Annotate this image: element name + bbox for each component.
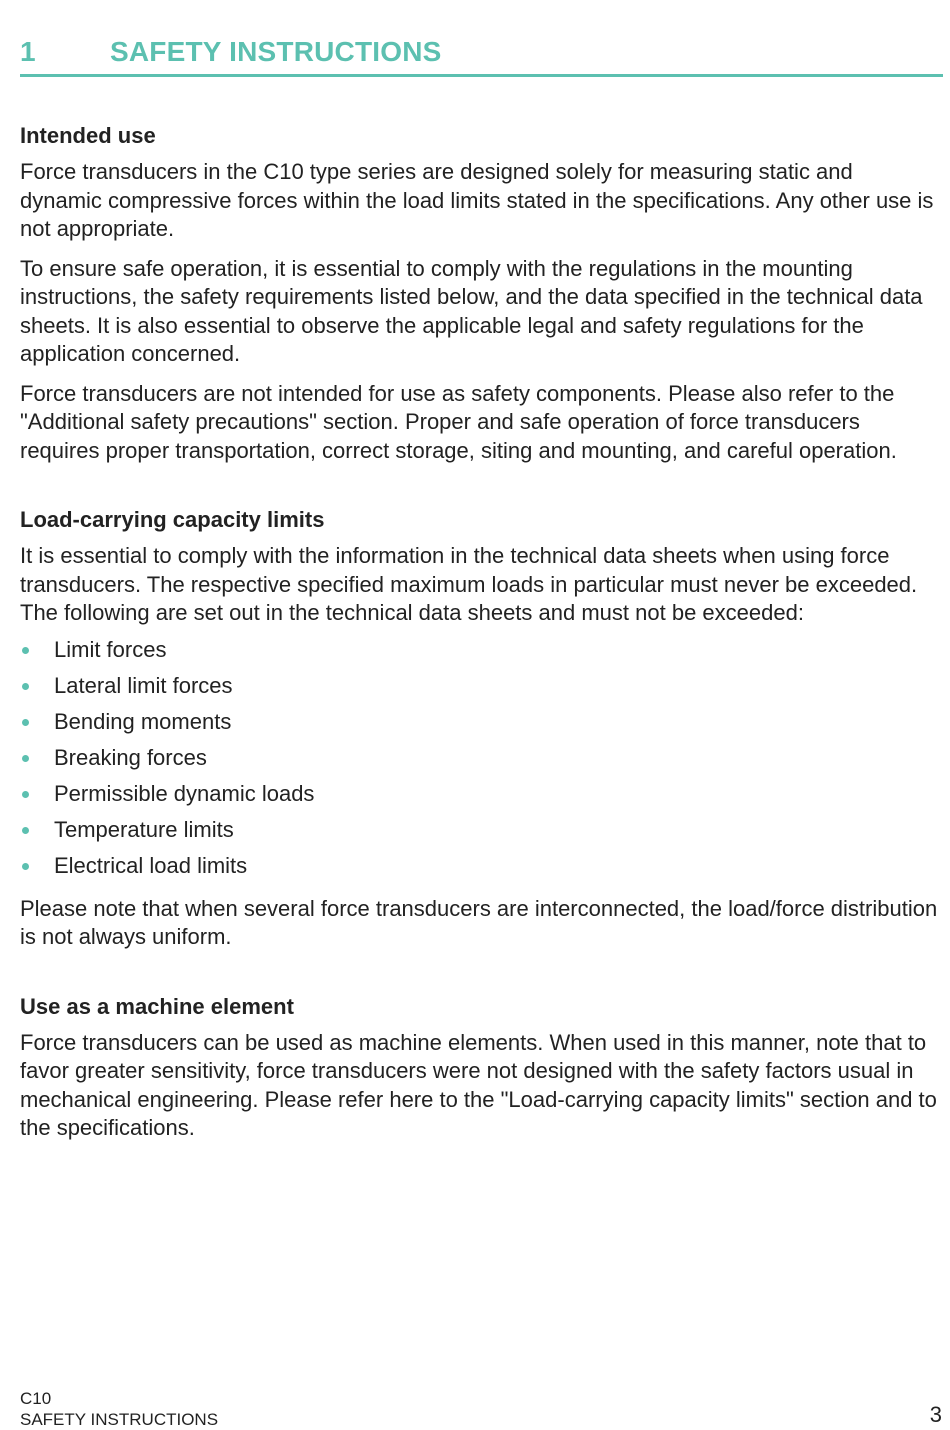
bullet-icon — [22, 647, 29, 654]
bullet-list — [20, 632, 938, 884]
section-intended-use — [20, 120, 938, 465]
list-item: Temperature limits — [20, 812, 938, 848]
list-item: Electrical load limits — [20, 848, 938, 884]
page-number: 3 — [929, 1402, 942, 1427]
bullet-icon — [22, 863, 29, 870]
section-machine-element — [20, 991, 938, 1143]
bullet-icon — [22, 683, 29, 690]
list-item: Bending moments — [20, 704, 938, 740]
list-item: Permissible dynamic loads — [20, 776, 938, 812]
page-footer — [20, 1388, 218, 1430]
bullet-icon — [22, 719, 29, 726]
section-load-limits — [20, 504, 938, 952]
list-item: Limit forces — [20, 632, 938, 668]
paragraph: To ensure safe operation, it is essential to comply with the regulations in the mounting instructions, the safety requirements listed below, and the data specified in the technical data sheets. It is also essential to observe the applicable legal and safety regulations for the application concerned. — [20, 255, 923, 366]
list-item: Breaking forces — [20, 740, 938, 776]
bullet-icon — [22, 791, 29, 798]
section-heading: Load-carrying capacity limits — [20, 507, 325, 532]
list-item: Lateral limit forces — [20, 668, 938, 704]
section-heading: Use as a machine element — [20, 993, 294, 1019]
bullet-icon — [22, 827, 29, 834]
page-content — [20, 120, 938, 1154]
footer-section: SAFETY INSTRUCTIONS — [20, 1410, 219, 1429]
paragraph: It is essential to comply with the information in the technical data sheets when using force transducers. The respective specified maximum loads in particular must never be exceeded. The following are set out in the technical data sheets and must not be exceeded: — [20, 543, 918, 625]
paragraph: Force transducers in the C10 type series are designed solely for measuring static and dynamic compressive forces within the load limits stated in the specifications. Any other use is not appropriate. — [20, 159, 934, 241]
paragraph: Please note that when several force transducers are interconnected, the load/force distribution is not always uniform. — [20, 895, 938, 949]
bullet-icon — [22, 755, 29, 762]
chapter-header — [20, 32, 943, 77]
paragraph: Force transducers can be used as machine elements. When used in this manner, note that to favor greater sensitivity, force transducers were not designed with the safety factors usual in mechanical engineering. Please refer here to the "Load-carrying capacity limits" section and to the specifications. — [20, 1029, 937, 1140]
chapter-title: SAFETY INSTRUCTIONS — [110, 36, 442, 67]
paragraph: Force transducers are not intended for use as safety components. Please also refer to the "Additional safety precautions" section. Proper and safe operation of force transducers requires proper transportation, correct storage, siting and mounting, and careful operation. — [20, 380, 897, 463]
footer-product: C10 — [20, 1389, 52, 1408]
section-heading: Intended use — [20, 123, 156, 148]
chapter-number: 1 — [20, 36, 36, 67]
